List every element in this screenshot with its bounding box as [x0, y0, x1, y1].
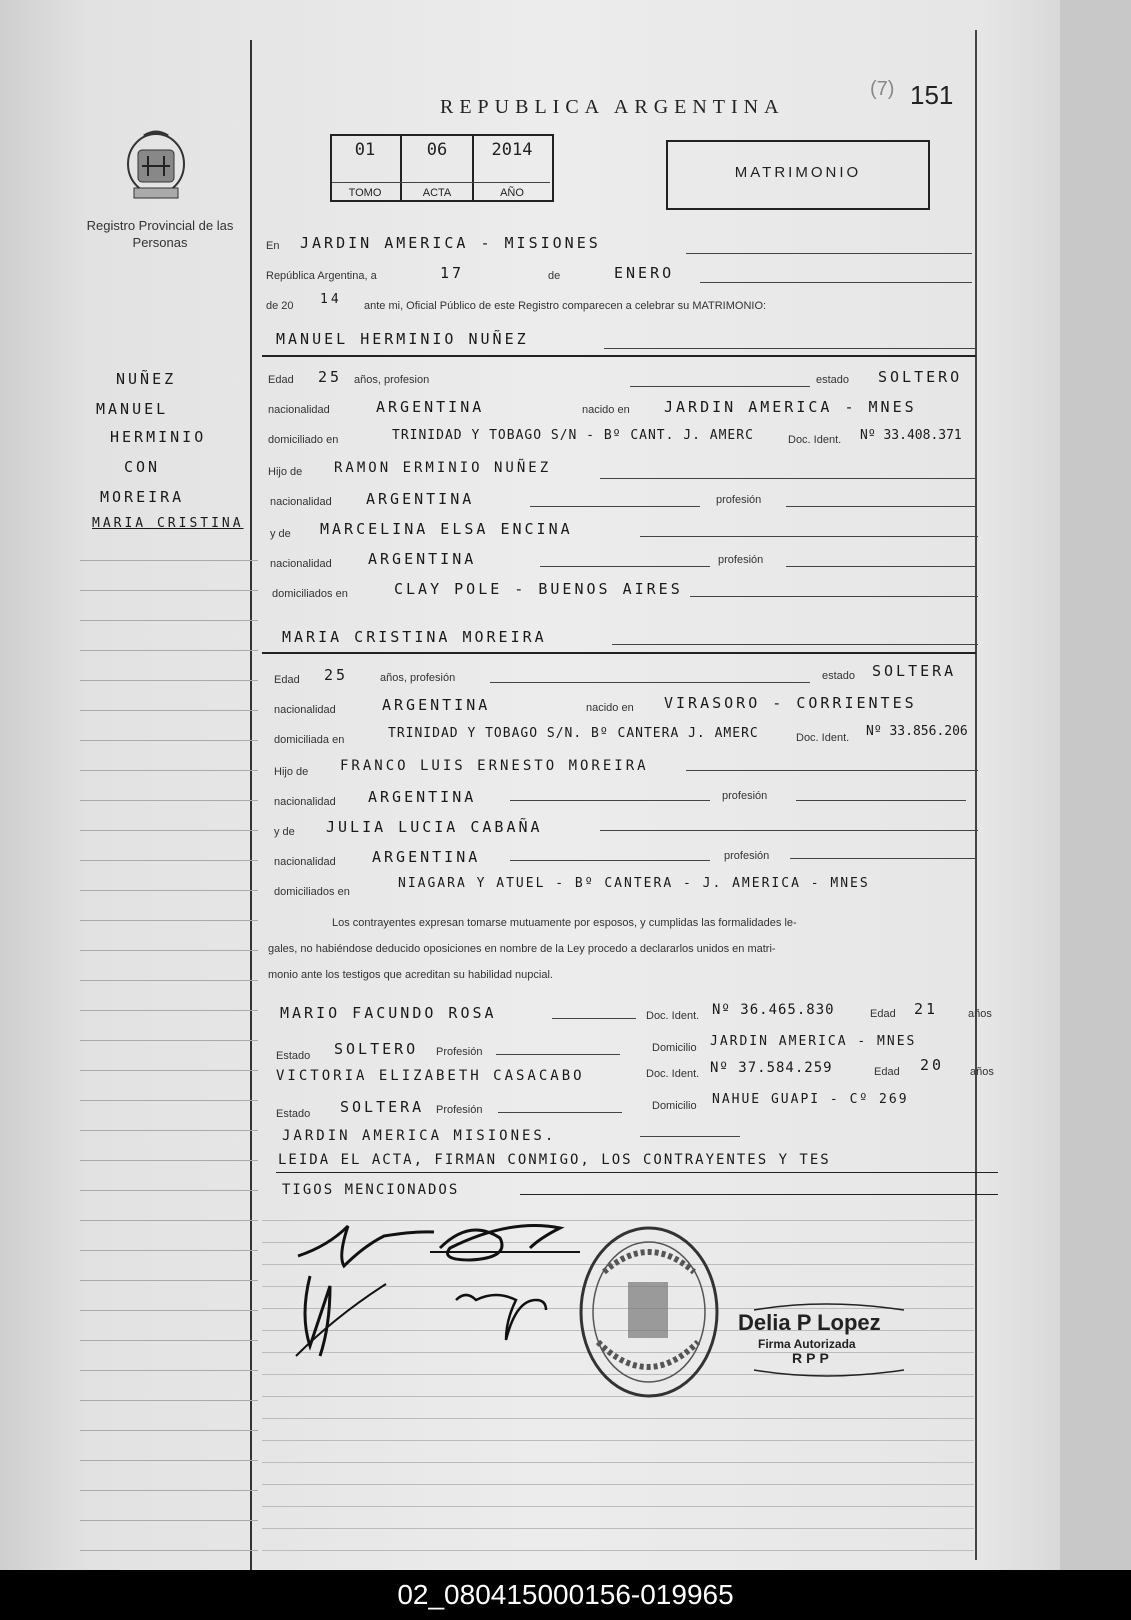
groom-name: MANUEL HERMINIO NUÑEZ	[276, 330, 529, 348]
ruled-line	[262, 1440, 974, 1441]
ruled-line	[80, 1010, 258, 1011]
groom-estado: SOLTERO	[878, 368, 963, 386]
doc-label: Doc. Ident.	[788, 434, 842, 446]
doc-label: Doc. Ident.	[646, 1068, 700, 1080]
underline	[796, 800, 966, 801]
bride-nacionalidad: ARGENTINA	[382, 696, 491, 714]
stamp-org: RPP	[792, 1350, 833, 1366]
underline	[700, 282, 972, 283]
right-border	[975, 30, 977, 1560]
margin-note-line: HERMINIO	[110, 428, 207, 446]
bride-estado: SOLTERA	[872, 662, 957, 680]
ruled-line	[80, 1340, 258, 1341]
registry-name: Registro Provincial de las Personas	[86, 218, 234, 250]
en-label: En	[266, 240, 280, 252]
ruled-line	[80, 890, 258, 891]
closing-line: JARDIN AMERICA MISIONES.	[282, 1128, 557, 1144]
nacionalidad-label: nacionalidad	[268, 404, 330, 416]
ruled-line	[80, 1220, 258, 1221]
witness1-edad: 21	[914, 1000, 939, 1018]
anos-profesion-label: años, profesion	[354, 374, 430, 386]
ruled-line	[80, 1400, 258, 1401]
de-label: de	[548, 270, 561, 282]
ruled-line	[80, 1100, 258, 1101]
yde-label: y de	[270, 528, 291, 540]
ruled-line	[80, 1550, 258, 1551]
yde-label: y de	[274, 826, 295, 838]
tomo-value: 01	[354, 140, 376, 160]
domiciliados-label: domiciliados en	[274, 886, 350, 898]
underline	[530, 506, 700, 507]
groom-edad: 25	[318, 368, 343, 386]
domiciliados-label: domiciliados en	[272, 588, 348, 600]
groom-madre-nac: ARGENTINA	[368, 550, 477, 568]
stamp-role: Firma Autorizada	[758, 1337, 856, 1351]
nacionalidad-label: nacionalidad	[274, 796, 336, 808]
groom-nacido: JARDIN AMERICA - MNES	[664, 398, 917, 416]
ano-cell	[474, 134, 550, 200]
underline	[496, 1054, 620, 1055]
ruled-line	[80, 560, 258, 561]
anos-profesion-label: años, profesión	[380, 672, 456, 684]
profesion-label: profesión	[722, 790, 768, 802]
formal-text-line: Los contrayentes expresan tomarse mutuamente por esposos, y cumplidas las formalidades le-	[332, 917, 797, 929]
profesion-label: Profesión	[436, 1046, 483, 1058]
underline	[686, 253, 972, 254]
ruled-line	[80, 1070, 258, 1071]
ruled-line	[80, 1280, 258, 1281]
groom-padre-nac: ARGENTINA	[366, 490, 475, 508]
anos-label: años	[968, 1008, 992, 1020]
ruled-line	[80, 620, 258, 621]
bride-doc: Nº 33.856.206	[866, 724, 968, 739]
bride-nacido: VIRASORO - CORRIENTES	[664, 694, 917, 712]
footer-id: 02_080415000156-019965	[0, 1570, 1131, 1620]
bride-madre: JULIA LUCIA CABAÑA	[326, 818, 543, 836]
witness1-doc: Nº 36.465.830	[712, 1002, 835, 1018]
witness2-name: VICTORIA ELIZABETH CASACABO	[276, 1068, 585, 1084]
ruled-line	[80, 950, 258, 951]
domiciliada-label: domiciliada en	[274, 734, 345, 746]
nacido-label: nacido en	[586, 702, 634, 714]
edad-label: Edad	[268, 374, 294, 386]
box-divider	[332, 182, 550, 183]
profesion-label: profesión	[724, 850, 770, 862]
ruled-line	[80, 1520, 258, 1521]
ruled-line	[262, 1506, 974, 1507]
underline	[600, 478, 976, 479]
ruled-line	[80, 710, 258, 711]
profesion-label: profesión	[716, 494, 762, 506]
ruled-line	[80, 1430, 258, 1431]
ruled-line	[80, 650, 258, 651]
nacionalidad-label: nacionalidad	[274, 704, 336, 716]
bride-madre-nac: ARGENTINA	[372, 848, 481, 866]
underline	[276, 1172, 998, 1173]
witness2-estado: SOLTERA	[340, 1098, 425, 1116]
official-seal-icon	[574, 1222, 724, 1402]
groom-madre: MARCELINA ELSA ENCINA	[320, 520, 573, 538]
underline	[786, 566, 976, 567]
underline	[640, 1136, 740, 1137]
groom-nacionalidad: ARGENTINA	[376, 398, 485, 416]
edad-label: Edad	[274, 674, 300, 686]
domicilio-label: Domicilio	[652, 1042, 697, 1054]
witness1-name: MARIO FACUNDO ROSA	[280, 1004, 497, 1022]
coat-of-arms-icon	[124, 128, 188, 204]
ruled-line	[80, 860, 258, 861]
act-number-prefix: (7)	[870, 78, 895, 100]
edad-label: Edad	[870, 1008, 896, 1020]
acta-cell	[402, 134, 474, 200]
groom-doc: Nº 33.408.371	[860, 428, 962, 443]
edad-label: Edad	[874, 1066, 900, 1078]
acta-label: ACTA	[422, 187, 452, 199]
underline	[498, 1112, 622, 1113]
ruled-line	[80, 1250, 258, 1251]
underline	[790, 858, 976, 859]
ruled-line	[80, 1310, 258, 1311]
margin-note-line: MANUEL	[96, 400, 169, 418]
section-rule	[262, 652, 976, 654]
witness2-domicilio: NAHUE GUAPI - Cº 269	[712, 1092, 909, 1107]
record-type-box	[666, 140, 930, 210]
formal-text-line: monio ante los testigos que acreditan su habilidad nupcial.	[268, 969, 553, 981]
hijo-label: Hijo de	[274, 766, 309, 778]
witness2-doc: Nº 37.584.259	[710, 1060, 833, 1076]
underline	[786, 506, 976, 507]
margin-note-line: MOREIRA	[100, 488, 185, 506]
ruled-line	[80, 1190, 258, 1191]
nacido-label: nacido en	[582, 404, 630, 416]
bride-padre: FRANCO LUIS ERNESTO MOREIRA	[340, 758, 649, 774]
witness2-edad: 20	[920, 1056, 945, 1074]
underline	[490, 682, 810, 683]
section-rule	[262, 355, 976, 357]
doc-label: Doc. Ident.	[796, 732, 850, 744]
ruled-line	[80, 1130, 258, 1131]
estado-label: Estado	[276, 1108, 311, 1120]
nacionalidad-label: nacionalidad	[274, 856, 336, 868]
ruled-line	[80, 1490, 258, 1491]
groom-domicilio: TRINIDAD Y TOBAGO S/N - Bº CANT. J. AMERC	[392, 428, 754, 443]
record-type: MATRIMONIO	[734, 164, 862, 181]
domicilio-label: Domicilio	[652, 1100, 697, 1112]
ruled-line	[80, 590, 258, 591]
margin-note-line: MARIA CRISTINA	[92, 516, 244, 531]
act-number: 151	[910, 80, 954, 110]
ruled-line	[80, 980, 258, 981]
ruled-line	[80, 1370, 258, 1371]
bride-name: MARIA CRISTINA MOREIRA	[282, 628, 547, 646]
ano-value: 2014	[491, 140, 533, 160]
ruled-line	[262, 1484, 974, 1485]
estado-label: Estado	[276, 1050, 311, 1062]
underline	[540, 566, 710, 567]
nacionalidad-label: nacionalidad	[270, 496, 332, 508]
closing-line: TIGOS MENCIONADOS	[282, 1182, 460, 1198]
hijo-label: Hijo de	[268, 466, 303, 478]
domiciliado-label: domiciliado en	[268, 434, 339, 446]
profesion-label: profesión	[718, 554, 764, 566]
tomo-cell	[330, 134, 402, 200]
underline	[630, 386, 810, 387]
anos-label: años	[970, 1066, 994, 1078]
compare-text: ante mi, Oficial Público de este Registro comparecen a celebrar su MATRIMONIO:	[364, 300, 767, 312]
nacionalidad-label: nacionalidad	[270, 558, 332, 570]
witness1-domicilio: JARDIN AMERICA - MNES	[710, 1034, 917, 1049]
bride-padres-dom: NIAGARA Y ATUEL - Bº CANTERA - J. AMERICA - MNES	[398, 876, 870, 891]
underline	[690, 596, 978, 597]
margin-note-line: CON	[124, 458, 161, 476]
ruled-line	[80, 830, 258, 831]
underline	[612, 644, 978, 645]
stamp-name: Delia P Lopez	[738, 1310, 881, 1335]
page-edge	[1060, 0, 1131, 1570]
year-suffix: 14	[320, 292, 342, 307]
place: JARDIN AMERICA - MISIONES	[300, 234, 601, 252]
underline	[604, 348, 976, 349]
bride-edad: 25	[324, 666, 349, 684]
groom-padres-dom: CLAY POLE - BUENOS AIRES	[394, 580, 683, 598]
republica-label: República Argentina, a	[266, 270, 377, 282]
ano-label: AÑO	[500, 187, 524, 199]
ruled-line	[262, 1550, 974, 1551]
ruled-line	[262, 1462, 974, 1463]
bride-domicilio: TRINIDAD Y TOBAGO S/N. Bº CANTERA J. AMERC	[388, 726, 759, 741]
ruled-line	[80, 740, 258, 741]
ruled-line	[80, 1460, 258, 1461]
estado-label: estado	[816, 374, 850, 386]
underline	[520, 1194, 998, 1195]
margin-note-line: NUÑEZ	[116, 370, 177, 388]
profesion-label: Profesión	[436, 1104, 483, 1116]
formal-text-line: gales, no habiéndose deducido oposiciones en nombre de la Ley procedo a declararlos unidos en matri-	[268, 943, 776, 955]
witness1-estado: SOLTERO	[334, 1040, 419, 1058]
year-prefix: de 20	[266, 300, 294, 312]
ruled-line	[80, 1160, 258, 1161]
bride-padre-nac: ARGENTINA	[368, 788, 477, 806]
tomo-label: TOMO	[348, 187, 382, 199]
country-title: REPUBLICA ARGENTINA	[440, 96, 785, 118]
underline	[640, 536, 978, 537]
underline	[686, 770, 978, 771]
ruled-line	[262, 1418, 974, 1419]
ruled-line	[80, 920, 258, 921]
stamp-border-icon	[744, 1300, 914, 1380]
ruled-line	[80, 1040, 258, 1041]
month: ENERO	[614, 264, 675, 282]
ruled-line	[262, 1528, 974, 1529]
closing-line: LEIDA EL ACTA, FIRMAN CONMIGO, LOS CONTRAYENTES Y TES	[278, 1152, 831, 1168]
ruled-line	[80, 680, 258, 681]
estado-label: estado	[822, 670, 856, 682]
underline	[510, 860, 710, 861]
day: 17	[440, 264, 465, 282]
ruled-line	[80, 800, 258, 801]
acta-value: 06	[426, 140, 448, 160]
doc-label: Doc. Ident.	[646, 1010, 700, 1022]
underline	[600, 830, 978, 831]
ruled-line	[80, 770, 258, 771]
groom-padre: RAMON ERMINIO NUÑEZ	[334, 460, 552, 476]
underline	[552, 1018, 636, 1019]
underline	[510, 800, 710, 801]
